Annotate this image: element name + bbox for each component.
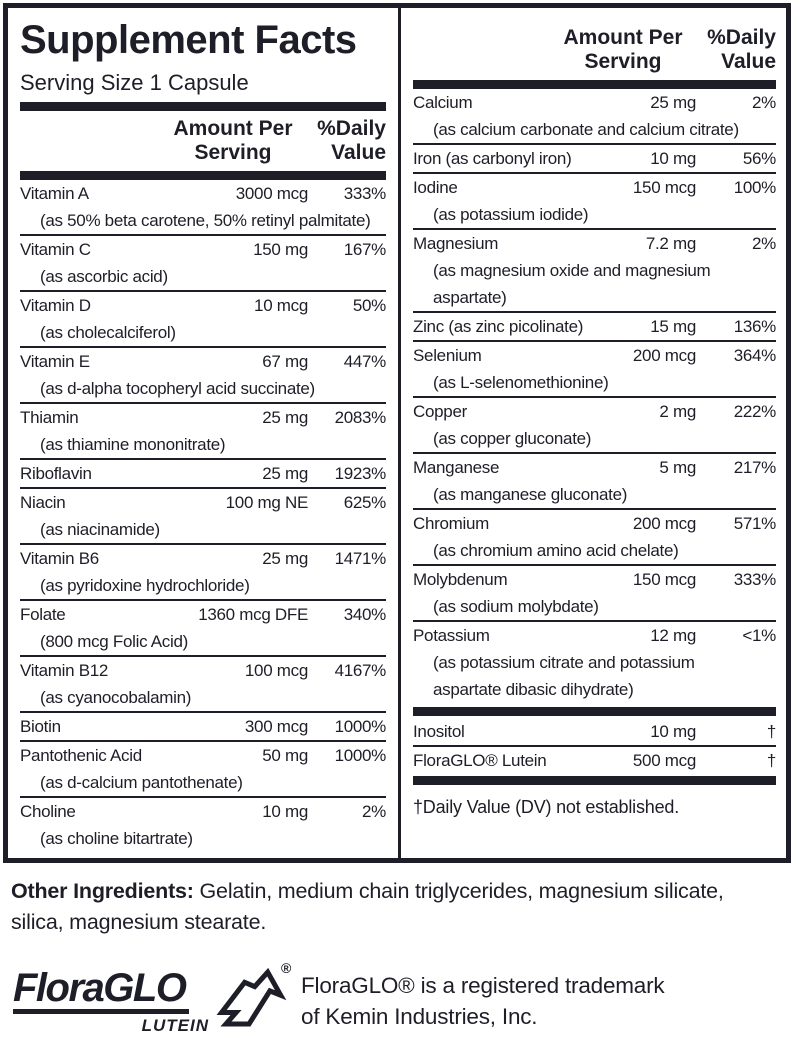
nutrient-row — [413, 620, 776, 703]
daily-value-header: %Daily Value — [317, 117, 386, 164]
nutrient-source: (as choline bitartrate) — [40, 829, 193, 848]
floraglo-logo-wordmark: FloraGLO — [13, 968, 189, 1014]
nutrient-daily-value: 571% — [733, 514, 776, 533]
column-headers — [413, 20, 776, 80]
nutrient-row — [413, 143, 776, 172]
nutrient-daily-value: 50% — [352, 296, 386, 315]
registered-mark: ® — [281, 960, 292, 976]
nutrient-daily-value: 1000% — [334, 717, 386, 736]
floraglo-logo-lutein-text: LUTEIN — [141, 1016, 209, 1035]
divider-bar — [20, 171, 386, 180]
nutrient-row — [413, 228, 776, 311]
nutrient-amount: 1360 mcg DFE — [198, 605, 308, 624]
nutrient-amount: 200 mcg — [632, 346, 696, 365]
nutrient-name: Pantothenic Acid — [20, 746, 142, 765]
nutrient-source: (as ascorbic acid) — [40, 267, 168, 286]
nutrient-name: Calcium — [413, 93, 473, 112]
panel-title: Supplement Facts — [20, 18, 357, 62]
floraglo-logo — [13, 960, 292, 1036]
right-rows — [413, 89, 776, 703]
nutrient-row — [20, 458, 386, 487]
nutrient-amount: 100 mg NE — [225, 493, 308, 512]
nutrient-name: Choline — [20, 802, 76, 821]
other-ingredients — [3, 863, 791, 938]
nutrient-daily-value: 333% — [733, 570, 776, 589]
nutrient-daily-value: † — [766, 751, 776, 770]
nutrient-amount: 150 mg — [253, 240, 308, 259]
nutrient-daily-value: 364% — [733, 346, 776, 365]
nutrient-name: Inositol — [413, 722, 465, 741]
nutrient-amount: 25 mg — [650, 93, 696, 112]
nutrient-row — [413, 452, 776, 508]
amount-per-serving-header: Amount Per Serving — [173, 117, 293, 164]
nutrient-amount: 200 mcg — [632, 514, 696, 533]
daily-value-footnote: †Daily Value (DV) not established. — [413, 797, 680, 817]
nutrient-source: (as sodium molybdate) — [433, 597, 599, 616]
nutrient-daily-value: 2083% — [334, 408, 386, 427]
nutrient-source: (as potassium citrate and potassium — [433, 653, 695, 672]
nutrient-row — [413, 745, 776, 774]
logo-row — [3, 960, 791, 1036]
nutrient-name: Chromium — [413, 514, 490, 533]
nutrient-source: (as thiamine mononitrate) — [40, 435, 226, 454]
nutrient-name: Vitamin C — [20, 240, 91, 259]
nutrient-source: aspartate) — [433, 288, 507, 307]
nutrient-row — [413, 718, 776, 745]
nutrient-amount: 25 mg — [262, 408, 308, 427]
divider-bar — [413, 80, 776, 89]
divider-bar — [413, 776, 776, 785]
nutrient-source: (as niacinamide) — [40, 520, 160, 539]
nutrient-row — [20, 796, 386, 852]
trademark-note — [301, 968, 664, 1032]
nutrient-name: FloraGLO® Lutein — [413, 751, 547, 770]
nutrient-name: Niacin — [20, 493, 66, 512]
nutrient-row — [20, 346, 386, 402]
nutrient-source: (as cyanocobalamin) — [40, 688, 192, 707]
nutrient-daily-value: 222% — [733, 402, 776, 421]
nutrient-daily-value: 625% — [343, 493, 386, 512]
nutrient-row — [413, 508, 776, 564]
nutrient-row — [20, 655, 386, 711]
facts-right-column — [398, 8, 786, 858]
nutrient-source: (as d-calcium pantothenate) — [40, 773, 243, 792]
nutrient-row — [413, 89, 776, 143]
nutrient-source: (as calcium carbonate and calcium citrate) — [433, 120, 739, 139]
nutrient-name: Iron (as carbonyl iron) — [413, 149, 572, 168]
nutrient-daily-value: <1% — [742, 626, 776, 645]
nutrient-daily-value: 167% — [343, 240, 386, 259]
nutrient-name: Folate — [20, 605, 66, 624]
nutrient-daily-value: 1923% — [334, 464, 386, 483]
nutrient-daily-value: 2% — [362, 802, 386, 821]
nutrient-source: (as d-alpha tocopheryl acid succinate) — [40, 379, 315, 398]
nutrient-daily-value: 136% — [733, 317, 776, 336]
nutrient-amount: 7.2 mg — [645, 234, 696, 253]
nutrient-amount: 10 mg — [262, 802, 308, 821]
nutrient-daily-value: 447% — [343, 352, 386, 371]
divider-bar — [20, 102, 386, 111]
nutrient-amount: 3000 mcg — [235, 184, 308, 203]
nutrient-row — [20, 234, 386, 290]
other-ingredients-label: Other Ingredients: — [11, 879, 194, 903]
nutrient-amount: 25 mg — [262, 464, 308, 483]
nutrient-name: Vitamin E — [20, 352, 90, 371]
left-rows — [20, 180, 386, 852]
nutrient-amount: 150 mcg — [632, 178, 696, 197]
nutrient-amount: 500 mcg — [632, 751, 696, 770]
nutrient-name: Copper — [413, 402, 467, 421]
nutrient-row — [20, 290, 386, 346]
daily-value-header: %Daily Value — [707, 26, 776, 73]
nutrient-amount: 100 mcg — [244, 661, 308, 680]
nutrient-row — [20, 599, 386, 655]
nutrient-amount: 300 mcg — [244, 717, 308, 736]
divider-bar — [413, 707, 776, 716]
nutrient-row — [20, 180, 386, 234]
other-ingredients-text: Gelatin, medium chain triglycerides, magnesium silicate, silica, magnesium stearate. — [11, 879, 724, 934]
nutrient-row — [413, 396, 776, 452]
nutrient-name: Zinc (as zinc picolinate) — [413, 317, 584, 336]
nutrient-row — [413, 340, 776, 396]
nutrient-name: Vitamin B12 — [20, 661, 109, 680]
nutrient-name: Selenium — [413, 346, 482, 365]
nutrient-row — [20, 487, 386, 543]
nutrient-source: (as L-selenomethionine) — [433, 373, 609, 392]
up-right-arrow-icon — [213, 962, 285, 1040]
nutrient-amount: 10 mcg — [254, 296, 308, 315]
nutrient-row — [20, 402, 386, 458]
nutrient-amount: 25 mg — [262, 549, 308, 568]
nutrient-source: (as chromium amino acid chelate) — [433, 541, 679, 560]
trademark-line1: FloraGLO® is a registered trademark — [301, 973, 665, 998]
nutrient-row — [20, 543, 386, 599]
serving-size: Serving Size 1 Capsule — [20, 70, 249, 95]
nutrient-name: Vitamin D — [20, 296, 91, 315]
nutrient-name: Molybdenum — [413, 570, 508, 589]
nutrient-amount: 15 mg — [650, 317, 696, 336]
nutrient-daily-value: 217% — [733, 458, 776, 477]
nutrient-row — [413, 311, 776, 340]
nutrient-source: (as 50% beta carotene, 50% retinyl palmitate) — [40, 211, 371, 230]
nutrient-daily-value: 333% — [343, 184, 386, 203]
nutrient-name: Biotin — [20, 717, 61, 736]
nutrient-amount: 10 mg — [650, 149, 696, 168]
nutrient-source: (as magnesium oxide and magnesium — [433, 261, 711, 280]
nutrient-amount: 150 mcg — [632, 570, 696, 589]
nutrient-daily-value: 56% — [742, 149, 776, 168]
nutrient-amount: 50 mg — [262, 746, 308, 765]
nutrient-name: Manganese — [413, 458, 500, 477]
nutrient-name: Potassium — [413, 626, 490, 645]
nutrient-source: (800 mcg Folic Acid) — [40, 632, 188, 651]
nutrient-amount: 12 mg — [650, 626, 696, 645]
nutrient-amount: 5 mg — [659, 458, 696, 477]
nutrient-amount: 67 mg — [262, 352, 308, 371]
nutrient-daily-value: 2% — [752, 93, 776, 112]
nutrient-source: (as potassium iodide) — [433, 205, 589, 224]
nutrient-name: Vitamin A — [20, 184, 89, 203]
nutrient-name: Vitamin B6 — [20, 549, 99, 568]
nutrient-source: (as copper gluconate) — [433, 429, 592, 448]
nutrient-source: (as manganese gluconate) — [433, 485, 628, 504]
extra-rows — [413, 718, 776, 774]
nutrient-daily-value: 340% — [343, 605, 386, 624]
supplement-facts-panel — [3, 3, 791, 863]
nutrient-name: Magnesium — [413, 234, 499, 253]
trademark-line2: of Kemin Industries, Inc. — [301, 1004, 538, 1029]
nutrient-daily-value: 4167% — [334, 661, 386, 680]
nutrient-row — [413, 172, 776, 228]
nutrient-amount: 10 mg — [650, 722, 696, 741]
nutrient-daily-value: † — [766, 722, 776, 741]
nutrient-name: Iodine — [413, 178, 458, 197]
nutrient-row — [413, 564, 776, 620]
nutrient-daily-value: 2% — [752, 234, 776, 253]
nutrient-source: (as cholecalciferol) — [40, 323, 176, 342]
amount-per-serving-header: Amount Per Serving — [563, 26, 683, 73]
nutrient-name: Riboflavin — [20, 464, 92, 483]
nutrient-daily-value: 1000% — [334, 746, 386, 765]
facts-left-column — [8, 8, 398, 858]
nutrient-source: (as pyridoxine hydrochloride) — [40, 576, 250, 595]
column-headers — [20, 111, 386, 171]
nutrient-source: aspartate dibasic dihydrate) — [433, 680, 634, 699]
nutrient-daily-value: 100% — [733, 178, 776, 197]
nutrient-name: Thiamin — [20, 408, 79, 427]
nutrient-row — [20, 711, 386, 740]
nutrient-amount: 2 mg — [659, 402, 696, 421]
nutrient-daily-value: 1471% — [334, 549, 386, 568]
nutrient-row — [20, 740, 386, 796]
